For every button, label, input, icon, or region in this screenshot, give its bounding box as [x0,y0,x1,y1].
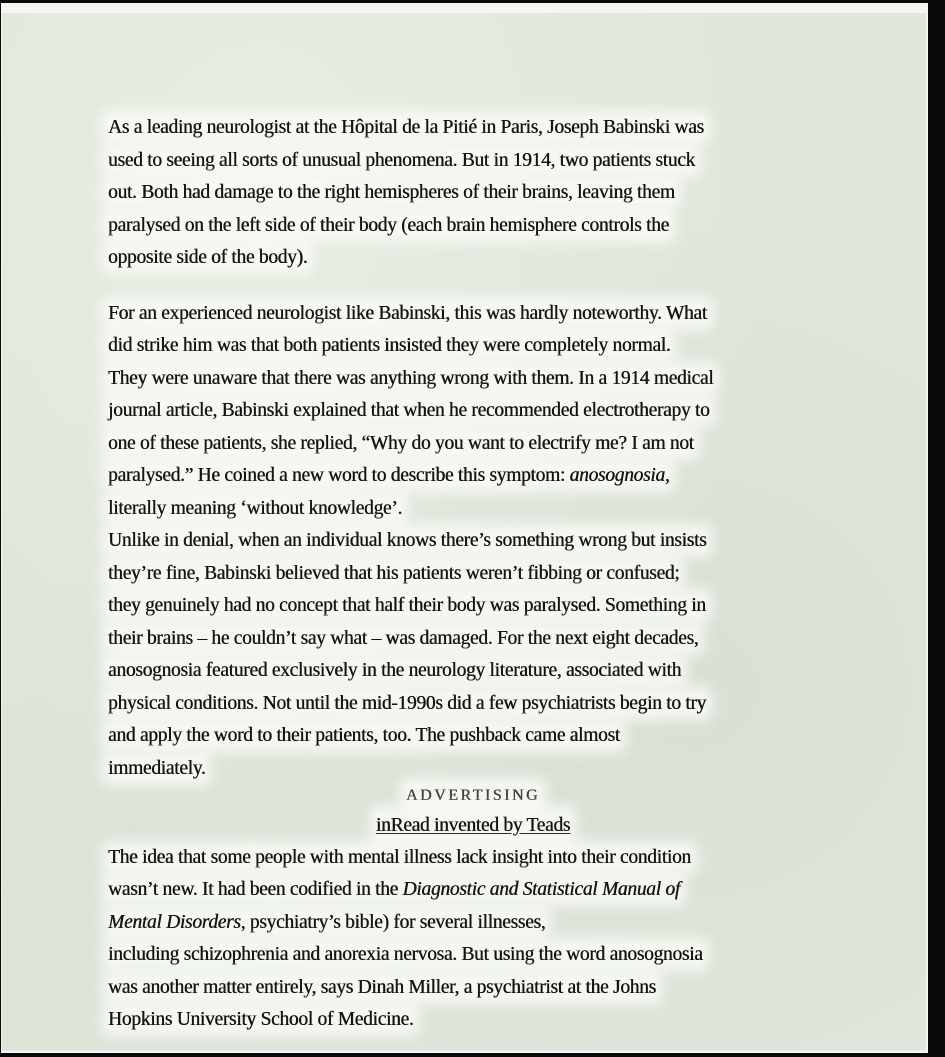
text-line-content [108,400,709,421]
text-line-content [108,117,704,138]
text-line [108,210,838,243]
text-run: , [664,465,670,486]
text-run: journal article, Babinski explained that when he recommended electrotherapy to [108,400,710,421]
advertising-label: ADVERTISING [406,784,540,808]
text-run: anosognosia featured exclusively in the neurology literature, associated with [108,660,682,681]
text-line [108,395,838,428]
text-line [108,558,838,591]
text-line [108,242,838,275]
text-line-content [108,182,675,203]
text-line [108,655,838,688]
text-run: For an experienced neurologist like Babinski, this was hardly noteworthy. What [108,302,707,324]
text-line-content [108,944,703,965]
text-line [108,298,838,331]
text-line [108,842,838,875]
text-line-content [108,595,706,616]
text-line-content [108,498,402,519]
text-run: physical conditions. Not until the mid-1990s did a few psychiatrists begin to try [108,692,706,714]
text-run: their brains – he couldn’t say what – was damaged. For the next eight decades, [108,627,699,649]
text-run: As a leading neurologist at the Hôpital de la Pitié in Paris, Joseph Babinski was [108,117,704,138]
text-run: paralysed.” He coined a new word to describe this symptom: [108,465,570,486]
text-line-content [108,433,694,454]
text-run: did strike him was that both patients insisted they were completely normal. [108,335,671,356]
text-run: Hopkins University School of Medicine. [108,1009,414,1030]
text-line-content [108,725,620,746]
paragraph-group-2 [108,842,838,1037]
text-line-content [108,879,680,900]
text-run: immediately. [108,757,206,779]
text-line [108,688,838,721]
text-line [108,623,838,656]
italic-text-run: Diagnostic and Statistical Manual of [402,879,680,900]
text-run: they’re fine, Babinski believed that his patients weren’t fibbing or confused; [108,562,680,584]
text-line-content [108,563,679,584]
text-line [108,972,838,1005]
text-run: They were unaware that there was anything wrong with them. In a 1914 medical [108,367,714,389]
text-run: and apply the word to their patients, too. The pushback came almost [108,725,620,746]
text-line [108,720,838,753]
text-line [108,177,838,210]
advertising-link-line [108,812,838,840]
text-line [108,145,838,178]
advertising-label-line [108,779,838,812]
text-line-content [108,368,713,389]
text-line-content [108,977,656,998]
ad-link-inread-teads[interactable]: inRead invented by Teads [376,812,570,840]
text-run: literally meaning ‘without knowledge’. [108,497,403,519]
paragraph-group-1 [108,112,838,785]
article-body [2,13,926,1037]
text-line [108,907,838,940]
text-line-content [108,628,698,649]
text-line [108,330,838,363]
paragraph-1 [108,112,838,275]
text-line [108,525,838,558]
italic-text-run: anosognosia [569,465,665,486]
text-run: including schizophrenia and anorexia nervosa. But using the word anosognosia [108,944,703,965]
text-line [108,112,838,145]
text-line-content [108,530,706,551]
text-line [108,493,838,526]
text-line-content [108,335,670,356]
advertising-block [108,779,838,840]
italic-text-run: Mental Disorders [108,911,241,933]
text-line-content [108,465,669,486]
text-line [108,363,838,396]
text-run: , psychiatry’s bible) for several illnesses, [240,911,546,933]
text-run: they genuinely had no concept that half their body was paralysed. Something in [108,595,706,616]
text-run: paralysed on the left side of their body (each brain hemisphere controls the [108,214,669,236]
text-line [108,874,838,907]
text-line-content [108,758,205,779]
text-run: wasn’t new. It had been codified in the [108,879,403,900]
text-run: was another matter entirely, says Dinah Miller, a psychiatrist at the Johns [108,976,656,998]
text-run: opposite side of the body). [108,247,308,268]
text-line [108,590,838,623]
text-run: Unlike in denial, when an individual knows there’s something wrong but insists [108,530,707,551]
text-line-content [108,1009,413,1030]
text-run: used to seeing all sorts of unusual phenomena. But in 1914, two patients stuck [108,149,695,171]
text-line [108,460,838,493]
text-run: out. Both had damage to the right hemispheres of their brains, leaving them [108,182,675,203]
text-line-content [108,912,545,933]
text-line-content [108,150,695,171]
article-page [2,13,926,1051]
paragraph-2 [108,298,838,526]
text-line-content [108,247,307,268]
text-run: The idea that some people with mental illness lack insight into their condition [108,846,691,868]
paragraph-3 [108,525,838,785]
text-run: one of these patients, she replied, “Why do you want to electrify me? I am not [108,432,694,454]
text-line-content [108,215,669,236]
text-line [108,1004,838,1037]
text-line-content [108,693,706,714]
text-line-content [108,847,691,868]
text-line-content [108,303,707,324]
text-line [108,428,838,461]
paragraph-4 [108,842,838,1037]
text-line-content [108,660,681,681]
text-line [108,939,838,972]
